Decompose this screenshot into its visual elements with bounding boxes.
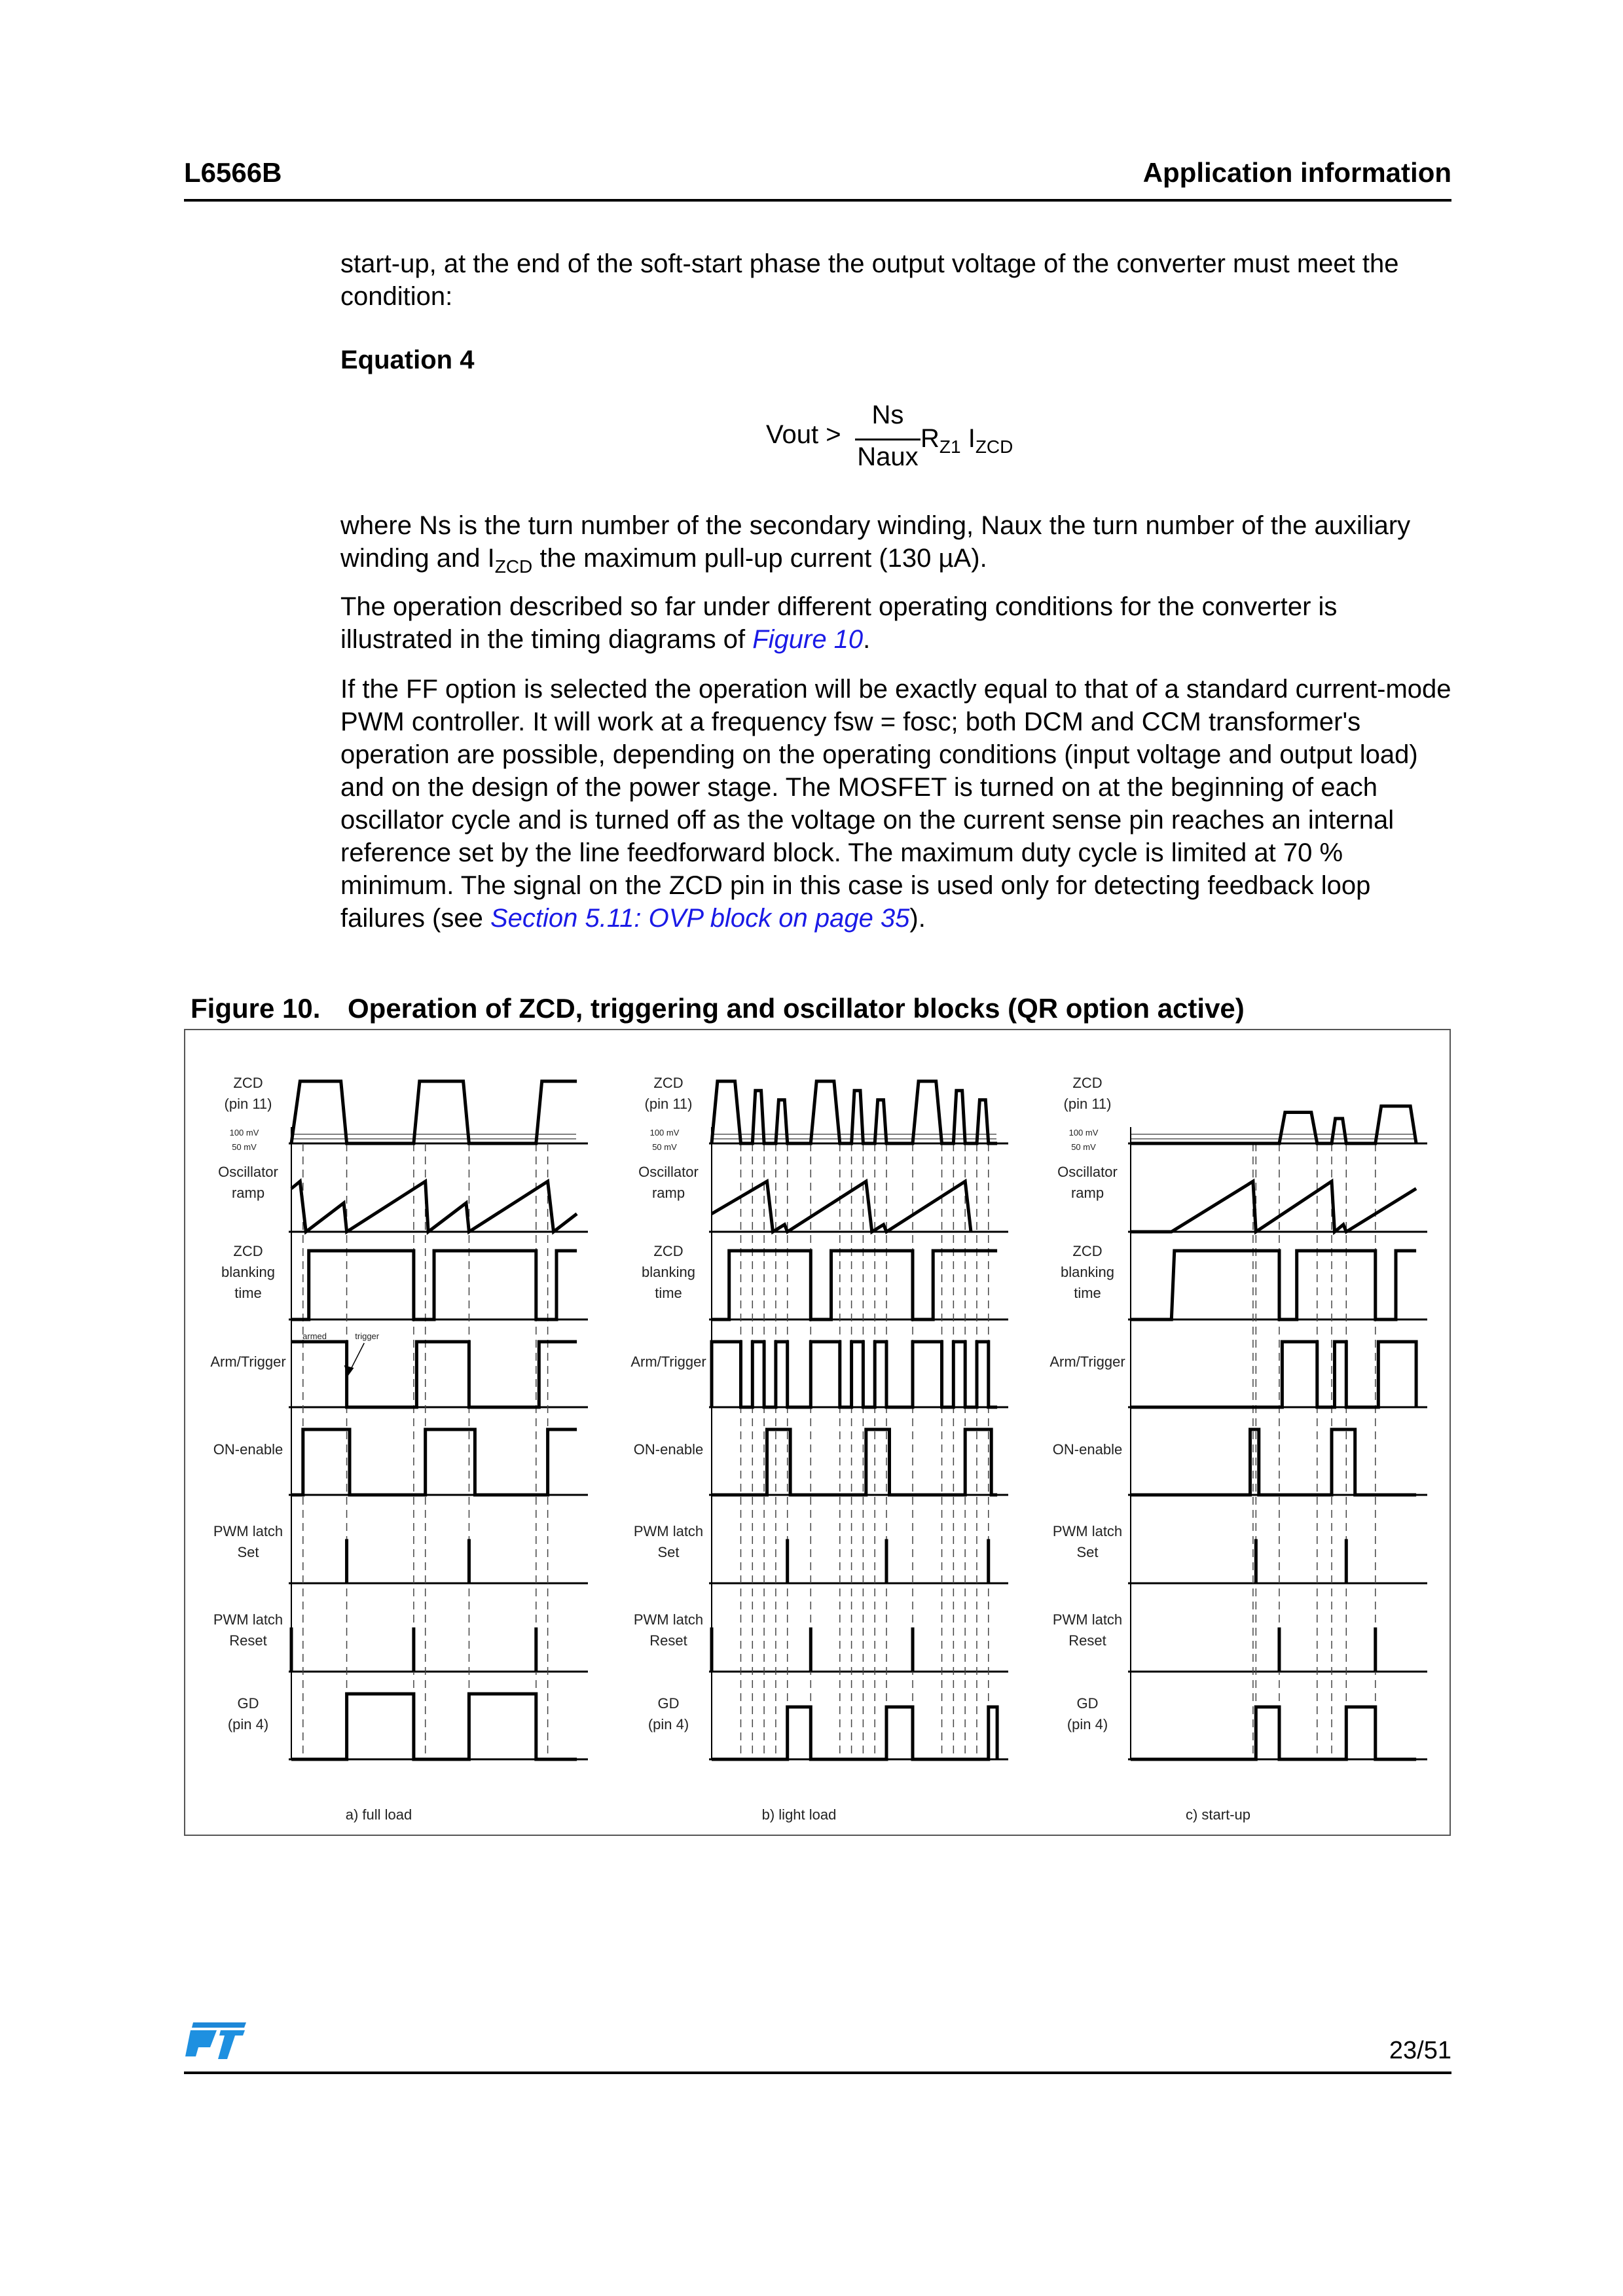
r-subscript: Z1 <box>939 437 961 457</box>
header-rule <box>184 199 1451 202</box>
r-symbol: R <box>921 424 939 453</box>
signal-label: PWM latch <box>633 1611 704 1628</box>
signal-label: ZCD <box>233 1242 263 1259</box>
equation-4 <box>766 401 1093 473</box>
page-number: 23/51 <box>1389 2037 1451 2064</box>
signal-label: PWM latch <box>213 1611 283 1628</box>
signal-label: Reset <box>1068 1632 1106 1649</box>
signal-label: time <box>234 1284 262 1301</box>
signal-label: ZCD <box>1072 1075 1103 1092</box>
gate-drive-waveform <box>1131 1707 1416 1759</box>
p2-text-a: where Ns is the turn number of the secondary winding, Naux the turn number of the auxiliary winding and I <box>340 511 1411 573</box>
figure-number: Figure 10. <box>191 993 321 1024</box>
signal-label: ZCD <box>653 1075 684 1092</box>
armed-annotation: armed <box>302 1331 327 1341</box>
panel-caption: c) start-up <box>1185 1806 1251 1823</box>
arm-trigger-waveform <box>1131 1342 1416 1407</box>
oscillator-ramp-waveform <box>291 1181 577 1232</box>
threshold-100mv-label: 100 mV <box>649 1128 680 1138</box>
paragraph-ff-option <box>340 673 1453 935</box>
signal-label: (pin 11) <box>224 1096 272 1113</box>
figure-title: Operation of ZCD, triggering and oscillator blocks (QR option active) <box>348 993 1245 1024</box>
signal-label: (pin 11) <box>1063 1096 1112 1113</box>
paragraph-startup: start-up, at the end of the soft-start phase the output voltage of the converter must meet the condition: <box>340 249 1399 311</box>
signal-label: Arm/Trigger <box>210 1354 286 1370</box>
signal-label: ZCD <box>233 1075 263 1092</box>
figure-caption <box>191 993 1245 1024</box>
signal-label: Set <box>657 1544 680 1561</box>
p2-text-b: the maximum pull-up current (130 µA). <box>532 544 987 573</box>
signal-label: blanking <box>1061 1263 1114 1280</box>
signal-label: (pin 11) <box>644 1096 693 1113</box>
gate-drive-waveform <box>712 1707 997 1759</box>
signal-label: (pin 4) <box>647 1716 689 1732</box>
signal-label: Set <box>1076 1544 1099 1561</box>
equation-denominator: Naux <box>857 442 919 471</box>
signal-label: Oscillator <box>218 1163 278 1180</box>
on-enable-waveform <box>712 1429 997 1495</box>
signal-label: GD <box>1076 1695 1099 1712</box>
footer-rule <box>184 2072 1451 2074</box>
blanking-waveform <box>712 1251 997 1319</box>
st-logo-icon <box>184 2022 246 2062</box>
p4-text-b: ). <box>909 904 926 933</box>
signal-label: (pin 4) <box>227 1716 269 1732</box>
signal-label: ON-enable <box>1052 1441 1123 1458</box>
signal-label: (pin 4) <box>1067 1716 1108 1732</box>
signal-label: Oscillator <box>638 1163 699 1180</box>
oscillator-ramp-waveform <box>712 1181 971 1232</box>
signal-label: Set <box>237 1544 259 1561</box>
signal-label: time <box>1074 1284 1101 1301</box>
panel-caption: b) light load <box>761 1806 837 1823</box>
signal-label: PWM latch <box>633 1523 704 1540</box>
p3-text-a: The operation described so far under different operating conditions for the converter is illustrated in the timing diagrams of <box>340 592 1338 654</box>
signal-label: Arm/Trigger <box>630 1354 706 1370</box>
signal-label: ON-enable <box>213 1441 283 1458</box>
timing-diagram <box>185 1030 1450 1835</box>
arm-trigger-waveform <box>291 1342 577 1407</box>
threshold-100mv-label: 100 mV <box>229 1128 259 1138</box>
equation-rhs <box>921 424 1013 457</box>
signal-label: PWM latch <box>213 1523 283 1540</box>
equation-numerator: Ns <box>871 401 904 429</box>
arm-trigger-waveform <box>712 1342 997 1407</box>
signal-label: GD <box>657 1695 680 1712</box>
threshold-50mv-label: 50 mV <box>1071 1142 1096 1152</box>
signal-label: ramp <box>651 1184 685 1201</box>
signal-label: Reset <box>649 1632 687 1649</box>
signal-label: Arm/Trigger <box>1049 1354 1125 1370</box>
trigger-annotation: trigger <box>355 1331 380 1341</box>
panel-caption: a) full load <box>345 1806 412 1823</box>
i-subscript: ZCD <box>975 437 1013 457</box>
threshold-100mv-label: 100 mV <box>1068 1128 1099 1138</box>
signal-label: ZCD <box>1072 1242 1103 1259</box>
document-id: L6566B <box>184 157 282 188</box>
blanking-waveform <box>1131 1251 1416 1319</box>
section-5-11-link[interactable]: Section 5.11: OVP block on page 35 <box>490 904 910 933</box>
oscillator-ramp-waveform <box>1131 1181 1416 1232</box>
p3-text-b: . <box>863 625 871 654</box>
signal-label: ramp <box>231 1184 265 1201</box>
signal-label: ON-enable <box>633 1441 704 1458</box>
fraction-bar <box>855 439 921 440</box>
section-title: Application information <box>1142 157 1451 188</box>
gate-drive-waveform <box>291 1694 577 1759</box>
signal-label: Reset <box>229 1632 267 1649</box>
signal-label: ZCD <box>653 1242 684 1259</box>
signal-label: GD <box>237 1695 259 1712</box>
signal-label: blanking <box>642 1263 695 1280</box>
signal-label: PWM latch <box>1052 1523 1123 1540</box>
signal-label: blanking <box>221 1263 275 1280</box>
threshold-50mv-label: 50 mV <box>652 1142 677 1152</box>
signal-label: PWM latch <box>1052 1611 1123 1628</box>
on-enable-waveform <box>1131 1429 1416 1495</box>
on-enable-waveform <box>291 1429 577 1495</box>
figure-10-link[interactable]: Figure 10 <box>752 625 864 654</box>
equation-lhs: Vout > <box>766 420 841 449</box>
equation-title: Equation 4 <box>340 346 475 374</box>
signal-label: Oscillator <box>1057 1163 1118 1180</box>
blanking-waveform <box>291 1251 577 1319</box>
p2-subscript: ZCD <box>494 556 533 577</box>
signal-label: ramp <box>1070 1184 1104 1201</box>
figure-frame <box>184 1029 1451 1836</box>
signal-label: time <box>655 1284 682 1301</box>
threshold-50mv-label: 50 mV <box>232 1142 257 1152</box>
i-symbol: I <box>968 424 976 453</box>
zcd-waveform <box>1131 1106 1416 1143</box>
paragraph-where <box>340 509 1453 583</box>
paragraph-operation <box>340 590 1453 656</box>
p4-text-a: If the FF option is selected the operation will be exactly equal to that of a standard current-mode PWM controller. It will work at a frequency fsw = fosc; both DCM and CCM transformer's operation are possible, depending on the operating conditions (input voltage and output load) and on the design of the power stage. The MOSFET is turned on at the beginning of each oscillator cycle and is turned off as the voltage on the current sense pin reaches an internal reference set by the line feedforward block. The maximum duty cycle is limited at 70 % minimum. The signal on the ZCD pin in this case is used only for detecting feedback loop failures (see <box>340 675 1451 933</box>
